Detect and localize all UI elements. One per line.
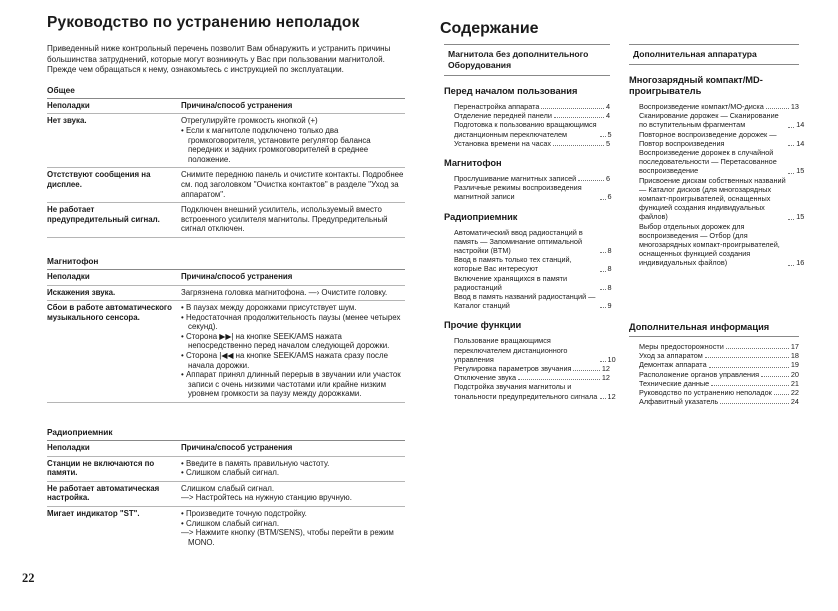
toc-entry[interactable] (444, 255, 610, 273)
section-heading: Магнитофон (47, 256, 405, 270)
toc-entry[interactable] (444, 364, 610, 373)
toc-group-heading: Многозарядный компакт/MD-проигрыватель (629, 75, 763, 96)
toc-page: 9 (607, 301, 612, 311)
col-cause: Причина/способ устранения (181, 443, 293, 453)
toc-entry-text: Регулировка параметров звучания (454, 364, 572, 374)
toc-page: 19 (790, 360, 799, 370)
toc-entry-text: Пользование вращающимся переключателем дистанционного управления (454, 336, 568, 364)
toc-entry-text: Меры предосторожности (639, 342, 724, 351)
cause-cell: Снимите переднюю панель и очистите контакты. Подробнее см. под заголовком "Очистка контактов" в разделе "Уход за аппаратом". (181, 170, 404, 199)
toc-entry[interactable] (444, 274, 610, 292)
toc-page: 24 (790, 397, 799, 407)
toc-entry[interactable] (629, 175, 805, 222)
toc-entry[interactable] (629, 102, 799, 111)
cause-cell: Подключен внешний усилитель, используемый вместо встроенного усилителя магнитолы. Предупредительный сигнал отключен. (181, 205, 388, 234)
toc-group-heading: Перед началом пользования (444, 86, 578, 96)
cause-line: • Недостаточная продолжительность паузы (менее четырех секунд). (181, 312, 401, 332)
toc-entry[interactable] (629, 360, 799, 369)
toc-entry[interactable] (629, 370, 799, 379)
toc-entry[interactable] (444, 183, 610, 201)
cause-line: Слишком слабый сигнал. (181, 483, 275, 493)
table-row (47, 114, 405, 168)
toc-entry-text: Отключение звука (454, 373, 517, 383)
toc-group-heading: Дополнительная информация (629, 322, 799, 337)
toc-entry[interactable] (629, 111, 805, 130)
toc-entry[interactable] (629, 351, 799, 360)
toc-page: 18 (790, 351, 799, 361)
toc-entry-text: Демонтаж аппарата (639, 360, 707, 370)
toc-entry[interactable] (629, 129, 805, 148)
cause-cell: Загрязнена головка магнитофона. —› Очистите головку. (181, 287, 388, 297)
toc-entry[interactable] (444, 382, 616, 401)
problem-cell: Не работает автоматическая настройка. (47, 483, 160, 503)
toc-page: 14 (796, 120, 805, 130)
table-row (47, 482, 405, 507)
page-title: Руководство по устранению неполадок (47, 14, 360, 31)
toc-group-heading: Прочие функции (444, 320, 522, 331)
cause-cell (181, 459, 405, 478)
toc-page: 8 (607, 246, 612, 256)
toc-entry-text: Отделение передней панели (454, 111, 552, 121)
toc-entry-text: Воспроизведение компакт/MO-диска (639, 102, 764, 111)
table-header (47, 99, 405, 115)
toc-entry[interactable] (444, 373, 610, 382)
toc-page: 14 (796, 138, 805, 148)
problem-cell: Не работает предупредительный сигнал. (47, 205, 160, 224)
cause-line: —> Нажмите кнопку (BTM/SENS), чтобы перейти в режим MONO. (181, 528, 394, 547)
contents-right-column (629, 44, 805, 268)
cause-line: • Слишком слабый сигнал. (181, 468, 280, 478)
problem-cell: Сбои в работе автоматического музыкального сенсора. (47, 303, 172, 322)
table-row (47, 286, 405, 302)
toc-entry[interactable] (444, 102, 610, 111)
toc-page: 8 (607, 282, 612, 292)
cause-line: • Если к магнитоле подключено только два громкоговорителя, установите регулятор баланса передних и задних громкоговорителей в среднее положение. (181, 125, 371, 164)
toc-page: 13 (790, 102, 799, 111)
toc-page: 4 (605, 111, 610, 121)
toc-page: 15 (796, 212, 805, 222)
table-row (47, 301, 405, 403)
toc-page: 21 (790, 378, 799, 388)
cause-line: Отрегулируйте громкость кнопкой (+) (181, 116, 318, 126)
toc-group-heading: Радиоприемник (444, 211, 518, 222)
section-general (47, 85, 405, 238)
toc-entry[interactable] (444, 336, 616, 364)
col-problem: Неполадки (47, 443, 90, 453)
cause-cell (181, 509, 405, 547)
toc-entry-text: Ввод в память названий радиостанций — Каталог станций (454, 292, 596, 311)
cause-line: • Аппарат принял длинный перерыв в звучании или участок записи с очень низкими частотами или крайне низким уровнем громкости за паузу между дорожками. (181, 370, 401, 399)
toc-entry[interactable] (444, 120, 610, 138)
toc-page: 4 (605, 102, 610, 111)
toc-entry-text: Перенастройка аппарата (454, 102, 540, 111)
cause-line: • Сторона ▶▶| на кнопке SEEK/AMS нажата непосредственно перед началом следующей дорожки. (181, 331, 390, 351)
cause-line: • Введите в память правильную частоту. (181, 458, 330, 468)
toc-entry-text: Повторное воспроизведение дорожек — Повтор воспроизведения (639, 129, 777, 148)
col-cause: Причина/способ устранения (181, 100, 293, 110)
problem-cell: Мигает индикатор "ST". (47, 509, 140, 518)
cause-cell (181, 116, 405, 164)
toc-page: 12 (601, 364, 610, 374)
toc-entry-text: Присвоение дискам собственных названий — Каталог дисков (для многозарядных компакт-проигрывателей, оснащенных функцией создания индивидуальных файлов) (639, 175, 786, 222)
toc-entry-text: Расположение органов управления (639, 369, 760, 379)
cause-line: • В паузах между дорожками присутствует шум. (181, 303, 357, 313)
toc-entry-text: Прослушивание магнитных записей (454, 174, 577, 184)
section-heading: Общее (47, 85, 405, 99)
toc-page: 12 (607, 391, 616, 401)
troubleshooting-section (47, 14, 405, 550)
toc-entry-text: Руководство по устранению неполадок (639, 388, 772, 398)
toc-entry[interactable] (629, 379, 799, 388)
toc-entry-text: Установка времени на часах (454, 138, 552, 148)
toc-page: 5 (605, 138, 610, 148)
table-row (47, 457, 405, 482)
toc-page: 20 (790, 369, 799, 379)
toc-entry[interactable] (629, 148, 805, 176)
toc-page: 6 (607, 192, 612, 202)
table-header (47, 270, 405, 286)
toc-page: 15 (796, 166, 805, 176)
toc-entry[interactable] (444, 174, 610, 183)
section-radio (47, 427, 405, 550)
intro-text: Приведенный ниже контрольный перечень позволит Вам обнаружить и устранить причины большинства затруднений, которые могут возникнуть у Вас при пользовании магнитолой. Прежде чем обращаться к нему, ознакомьтесь с инструкцией по эксплуатации. (47, 44, 391, 75)
contents-box-heading: Магнитола без дополнительного Оборудования (444, 44, 610, 76)
cause-cell (181, 303, 405, 399)
toc-page: 5 (607, 129, 612, 139)
toc-entry-text: Технические данные (639, 378, 710, 388)
cause-cell (181, 484, 405, 503)
toc-entry[interactable] (444, 292, 610, 310)
contents-box-heading: Дополнительная аппаратура (629, 44, 799, 65)
toc-entry-text: Подготовка к пользованию вращающимся дистанционным переключателем (454, 120, 597, 139)
problem-cell: Станции не включаются по памяти. (47, 458, 155, 478)
cause-line: • Сторона |◀◀ на кнопке SEEK/AMS нажата сразу после начала дорожки. (181, 351, 388, 370)
toc-entry[interactable] (444, 139, 610, 148)
toc-page: 6 (605, 174, 610, 184)
page-number: 22 (22, 571, 35, 585)
toc-group-heading: Магнитофон (444, 158, 502, 169)
toc-page: 12 (601, 373, 610, 383)
col-problem: Неполадки (47, 271, 90, 281)
toc-entry[interactable] (629, 397, 799, 406)
problem-cell: Нет звука. (47, 116, 87, 126)
toc-entry-text: Автоматический ввод радиостанций в память — Запоминание оптимальной настройки (BTM) (454, 227, 583, 256)
toc-page: 17 (790, 342, 799, 351)
toc-entry-text: Ввод в память только тех станций, которые Вас интересуют (454, 255, 572, 274)
col-cause: Причина/способ устранения (181, 271, 293, 281)
toc-page: 16 (796, 258, 805, 268)
problem-cell: Отстствуют сообщения на дисплее. (47, 170, 151, 189)
toc-entry[interactable] (629, 342, 799, 351)
toc-entry-text: Уход за аппаратом (639, 351, 703, 361)
toc-entry-text: Включение хранящихся в памяти радиостанций (454, 273, 568, 292)
cause-line: • Слишком слабый сигнал. (181, 518, 280, 528)
table-row (47, 507, 405, 550)
col-problem: Неполадки (47, 100, 90, 110)
toc-entry-text: Алфавитный указатель (639, 397, 719, 407)
toc-entry[interactable] (629, 388, 799, 397)
toc-entry-text: Воспроизведение дорожек в случайной последовательности — Перетасованное воспроизведение (639, 148, 777, 176)
toc-entry[interactable] (444, 228, 610, 256)
section-heading: Радиоприемник (47, 427, 405, 441)
table-header (47, 441, 405, 457)
section-tape (47, 256, 405, 403)
contents-title: Содержание (440, 20, 539, 37)
toc-page: 10 (607, 354, 616, 364)
cause-line: • Произведите точную подстройку. (181, 509, 307, 518)
table-row (47, 168, 405, 203)
cause-line: —> Настройтесь на нужную станцию вручную. (181, 493, 352, 503)
contents-extra-info (629, 322, 799, 406)
toc-page: 22 (790, 388, 799, 398)
toc-entry[interactable] (629, 221, 805, 268)
toc-entry-text: Сканирование дорожек — Сканирование по вступительным фрагментам (639, 111, 779, 130)
toc-entry[interactable] (444, 111, 610, 120)
contents-left-column (444, 44, 616, 401)
toc-page: 8 (607, 264, 612, 274)
toc-entry-text: Выбор отдельных дорожек для воспроизведения — Отбор (для многозарядных компакт-проигрывателей, оснащенных функцией создания индивидуальных файлов) (639, 221, 780, 268)
toc-entry-text: Различные режимы воспроизведения магнитной записи (454, 183, 582, 202)
table-row (47, 203, 405, 238)
problem-cell: Искажения звука. (47, 287, 116, 297)
toc-entry-text: Подстройка звучания магнитолы и тональности предупредительного сигнала (454, 382, 598, 401)
